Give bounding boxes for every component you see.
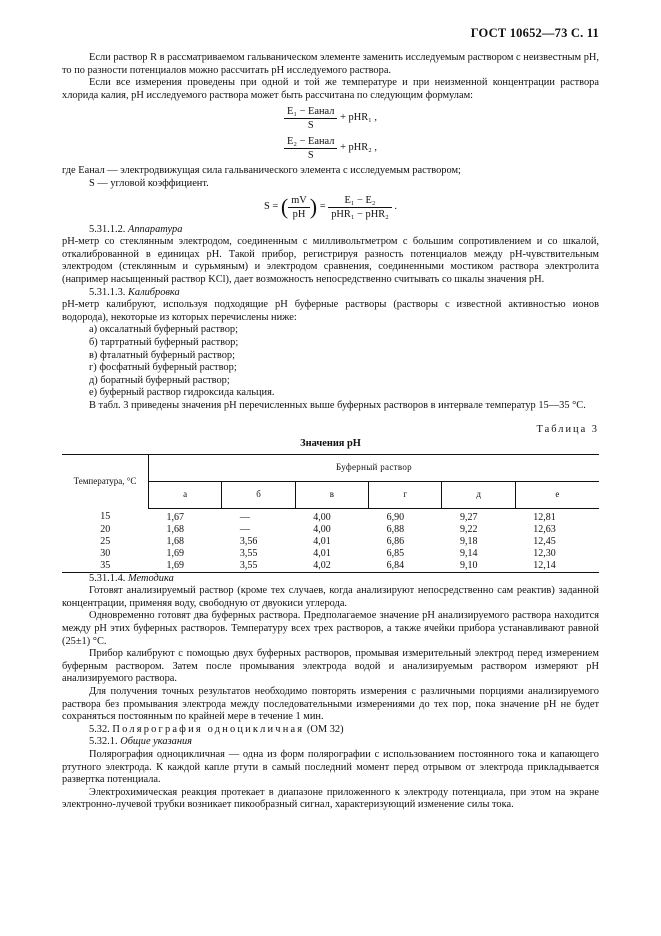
ph-table (62, 454, 599, 573)
table-cell-temperature: 20 (100, 523, 111, 535)
formula-1-tail: + pHR₁ , (340, 112, 377, 124)
table-row (62, 548, 599, 560)
table-cell-ph: — (239, 523, 250, 535)
section-heading-polarography: 5.32. Полярография одноцикличная (ОМ 32) (89, 723, 344, 735)
table-row (62, 536, 599, 548)
formula-3-end: . (394, 200, 397, 212)
paragraph-polarography-1: Полярография одноцикличная — одна из форм полярографии с использованием постоянного тока и капающего ртутного электрода. К каждой капле ртути в самый последний момент перед отрывом от электрода прикладывается развертка потенциала. (62, 748, 599, 786)
list-item: в) фталатный буферный раствор; (89, 349, 235, 361)
table-cell-ph: 12,63 (533, 523, 556, 535)
table-header-temperature: Температура, °С (62, 454, 149, 508)
paragraph-method-3: Прибор калибруют с помощью двух буферных растворов, промывая измерительный электрод перед измерением буферным раствором. Затем после промывания электрода водой и анализируемым раствором измеряют pH анализируемого раствора. (62, 648, 599, 685)
paragraph-table-reference: В табл. 3 приведены значения pH перечисленных выше буферных растворов в интервале температур 15—35 °С. (89, 399, 586, 411)
table-header-buffer: Буферный раствор (149, 454, 600, 481)
table-cell-ph: 9,18 (459, 535, 478, 547)
table-cell-temperature: 15 (100, 511, 111, 523)
table-cell-ph: 6,88 (386, 523, 405, 535)
table-cell-ph: 12,14 (515, 560, 599, 573)
table-cell-temperature: 25 (100, 535, 111, 547)
formula-3-eq: = (319, 200, 326, 212)
list-item: г) фосфатный буферный раствор; (89, 362, 237, 374)
table-title: Значения pH (300, 438, 361, 450)
table-cell-ph: 12,45 (533, 535, 556, 547)
table-row (62, 560, 599, 573)
list-item: а) оксалатный буферный раствор; (89, 324, 239, 336)
table-cell-ph: 12,81 (533, 511, 556, 523)
table-cell-ph: 9,10 (442, 560, 515, 573)
table-cell-ph: 4,00 (313, 511, 331, 523)
table-cell-ph: 1,68 (166, 523, 184, 535)
table-col-header: а (149, 481, 222, 508)
list-item: б) тартратный буферный раствор; (89, 336, 239, 348)
table-col-header: е (515, 481, 599, 508)
table-cell-ph: 4,00 (313, 523, 331, 535)
formula-3-num2: E₁ − E₂ (328, 194, 392, 208)
where-line-2: S — угловой коэффициент. (89, 177, 209, 189)
list-item: е) буферный раствор гидроксида кальция. (89, 387, 275, 399)
formula-2-numerator: E₂ − Eанал (284, 135, 337, 149)
table-cell-ph: 6,84 (369, 560, 442, 573)
table-cell-ph: 1,67 (166, 511, 184, 523)
page-header: ГОСТ 10652—73 С. 11 (470, 26, 599, 40)
table-caption: Таблица 3 (536, 424, 599, 436)
paragraph-intro-1: Если раствор R в рассматриваемом гальваническом элементе заменить исследуемым раствором с неизвестным pH, то по разности потенциалов можно рассчитать pH исследуемого раствора. (62, 52, 599, 76)
table-col-header: г (369, 481, 442, 508)
section-heading-general: 5.32.1. Общие указания (89, 736, 193, 748)
table-cell-ph: 6,90 (386, 511, 405, 523)
table-cell-ph: 9,22 (459, 523, 478, 535)
table-cell-ph: 3,55 (222, 560, 295, 573)
paragraph-polarography-2: Электрохимическая реакция протекает в диапазоне приложенного к электроду потенциала, при этом на экране электронно-лучевой трубки возникает пикообразный сигнал, характеризующий изменение силы тока. (62, 786, 599, 811)
formula-3-num1: mV (288, 194, 310, 208)
formula-3: S = ( $\frac{mV}{pH}$ ) = $\frac{\text{E₁ − E₂}}{\text{pHR₁ − pHR₂}}$ . (264, 193, 397, 220)
formula-1-denominator: S (307, 120, 314, 132)
formula-1 (62, 105, 599, 132)
table-cell-ph: 12,30 (533, 547, 556, 559)
paragraph-method-2: Одновременно готовят два буферных раствора. Предполагаемое значение pH анализируемого раствора находится между pH этих буферных растворов. Температуру всех трех растворов, а также ячейки прибора устанавливают равной (25±1) °С. (62, 610, 599, 647)
formula-3-den2: pHR₁ − pHR₂ (331, 208, 389, 220)
table-cell-temperature: 35 (62, 560, 149, 573)
section-heading-method: 5.31.1.4. Методика (89, 572, 174, 584)
table-cell-ph: 3,56 (239, 535, 258, 547)
formula-2-denominator: S (307, 150, 314, 162)
table-cell-ph: 3,55 (239, 547, 258, 559)
formula-3-lhs: S = (264, 200, 279, 212)
table-row (62, 508, 599, 524)
table-row (62, 524, 599, 536)
paragraph-apparatus: pH-метр со стеклянным электродом, соединенным с милливольтметром с большим сопротивлением и со шкалой, откалиброванной в единицах pH. Такой прибор, регистрируя разность потенциалов между pH-чувствительным электродом (стеклянным и сурьмяным) и электродом сравнения, соединенными мостиком раствора электролита (например насыщенный раствор KCl), дает возможность непосредственно считывать со шкалы значения pH. (62, 236, 599, 285)
table-cell-ph: 6,86 (386, 535, 405, 547)
formula-2 (62, 135, 599, 162)
list-item: д) боратный буферный раствор; (89, 374, 230, 386)
table-cell-ph: 1,69 (149, 560, 222, 573)
table-cell-ph: 4,02 (295, 560, 368, 573)
paragraph-intro-2: Если все измерения проведены при одной и той же температуре и при неизменной концентрации раствора хлорида калия, pH исследуемого раствора может быть рассчитана по следующим формулам: (62, 77, 599, 101)
table-cell-ph: 1,69 (166, 547, 184, 559)
document-body (62, 52, 599, 812)
section-heading-apparatus: 5.31.1.2. Аппаратура (89, 223, 183, 235)
table-cell-ph: 9,14 (459, 547, 478, 559)
table-cell-temperature: 30 (100, 547, 111, 559)
paragraph-calibration: pH-метр калибруют, используя подходящие pH буферные растворы (растворы с известной активностью ионов водорода), некоторые из которых перечислены ниже: (62, 299, 599, 323)
table-col-header: в (295, 481, 368, 508)
table-cell-ph: — (239, 511, 250, 523)
table-cell-ph: 1,68 (166, 535, 184, 547)
table-cell-ph: 6,85 (386, 547, 405, 559)
table-cell-ph: 4,01 (313, 535, 331, 547)
paragraph-method-4: Для получения точных результатов необходимо повторять измерения с различными порциями анализируемого раствора без промывания электрода между последовательными измерениями до тех пор, пока значение pH не будет сохраняться постоянным по крайней мере в течение 1 мин. (62, 686, 599, 723)
formula-2-tail: + pHR₂ , (340, 142, 377, 154)
formula-1-numerator: E₁ − Eанал (284, 105, 337, 119)
where-line-1: где Eанал — электродвижущая сила гальванического элемента с исследуемым раствором; (62, 165, 461, 177)
paragraph-method-1: Готовят анализируемый раствор (кроме тех случаев, когда анализируют непосредственно сам реактив) заданной концентрации, применяя воду, свободную от двуокиси углерода. (62, 585, 599, 609)
table-col-header: б (222, 481, 295, 508)
formula-3-den1: pH (292, 208, 306, 220)
table-cell-ph: 9,27 (459, 511, 478, 523)
table-col-header: д (442, 481, 515, 508)
section-heading-calibration: 5.31.1.3. Калибровка (89, 286, 180, 298)
table-cell-ph: 4,01 (313, 547, 331, 559)
